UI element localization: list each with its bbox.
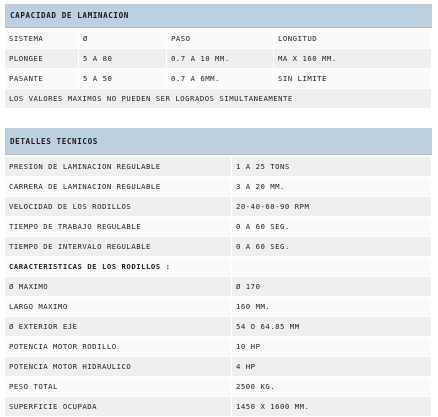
table-row (5, 377, 432, 397)
table-row (5, 29, 432, 49)
section-header-detalles (5, 128, 432, 155)
spec-value: 3 A 20 MM. (232, 177, 432, 197)
table-cell: LONGITUD (274, 29, 432, 49)
table-row (5, 89, 432, 109)
spec-value: 0 A 60 SEG. (232, 237, 432, 257)
spec-value: 20-40-60-90 RPM (232, 197, 432, 217)
table-row (5, 237, 432, 257)
spec-label: TIEMPO DE INTERVALO REGULABLE (5, 237, 232, 257)
spec-value: 0 A 60 SEG. (232, 217, 432, 237)
note-text: LOS VALORES MAXIMOS NO PUEDEN SER LOGRADOS SIMULTANEAMENTE (5, 89, 432, 109)
spec-value: Ø 170 (232, 277, 432, 297)
table-row (5, 357, 432, 377)
table-cell: 0.7 A 10 MM. (167, 49, 274, 69)
spec-label: VELOCIDAD DE LOS RODILLOS (5, 197, 232, 217)
table-row (5, 177, 432, 197)
spec-value: 2500 KG. (232, 377, 432, 397)
capacidad-table (5, 29, 432, 109)
spec-label: Ø MAXIMO (5, 277, 232, 297)
table-row (5, 397, 432, 417)
table-cell: Ø (79, 29, 167, 49)
section-title: CAPACIDAD DE LAMINACION (10, 11, 129, 20)
table-row (5, 197, 432, 217)
spec-value: 160 MM. (232, 297, 432, 317)
section-header-capacidad (5, 4, 432, 28)
spec-value: 54 O 64.85 MM (232, 317, 432, 337)
spec-value: 1450 X 1600 MM. (232, 397, 432, 417)
spec-label: TIEMPO DE TRABAJO REGULABLE (5, 217, 232, 237)
table-cell: 5 A 50 (79, 69, 167, 89)
spec-value: 10 HP (232, 337, 432, 357)
table-cell: PASANTE (5, 69, 79, 89)
table-row (5, 217, 432, 237)
table-row (5, 297, 432, 317)
spec-value (232, 257, 432, 277)
detalles-table (5, 157, 432, 417)
table-cell: MA X 160 MM. (274, 49, 432, 69)
spec-value: 1 A 25 TONS (232, 157, 432, 177)
table-cell: SIN LIMITE (274, 69, 432, 89)
table-row (5, 337, 432, 357)
table-row (5, 157, 432, 177)
spec-label: PESO TOTAL (5, 377, 232, 397)
spec-label: POTENCIA MOTOR RODILLO (5, 337, 232, 357)
table-row (5, 257, 432, 277)
spec-label: SUPERFICIE OCUPADA (5, 397, 232, 417)
table-cell: PASO (167, 29, 274, 49)
table-cell: 0.7 A 6MM. (167, 69, 274, 89)
table-row (5, 317, 432, 337)
section-title: DETALLES TECNICOS (10, 136, 98, 146)
table-cell: SISTEMA (5, 29, 79, 49)
spec-label: POTENCIA MOTOR HIDRAULICO (5, 357, 232, 377)
spec-label: CARRERA DE LAMINACION REGULABLE (5, 177, 232, 197)
spec-label: PRESION DE LAMINACION REGULABLE (5, 157, 232, 177)
spec-label: Ø EXTERIOR EJE (5, 317, 232, 337)
table-cell: 5 A 80 (79, 49, 167, 69)
table-row (5, 69, 432, 89)
spec-label: LARGO MAXIMO (5, 297, 232, 317)
spec-subheading: CARACTERISTICAS DE LOS RODILLOS : (5, 257, 232, 277)
spec-value: 4 HP (232, 357, 432, 377)
table-row (5, 49, 432, 69)
table-row (5, 277, 432, 297)
table-cell: PLONGEE (5, 49, 79, 69)
